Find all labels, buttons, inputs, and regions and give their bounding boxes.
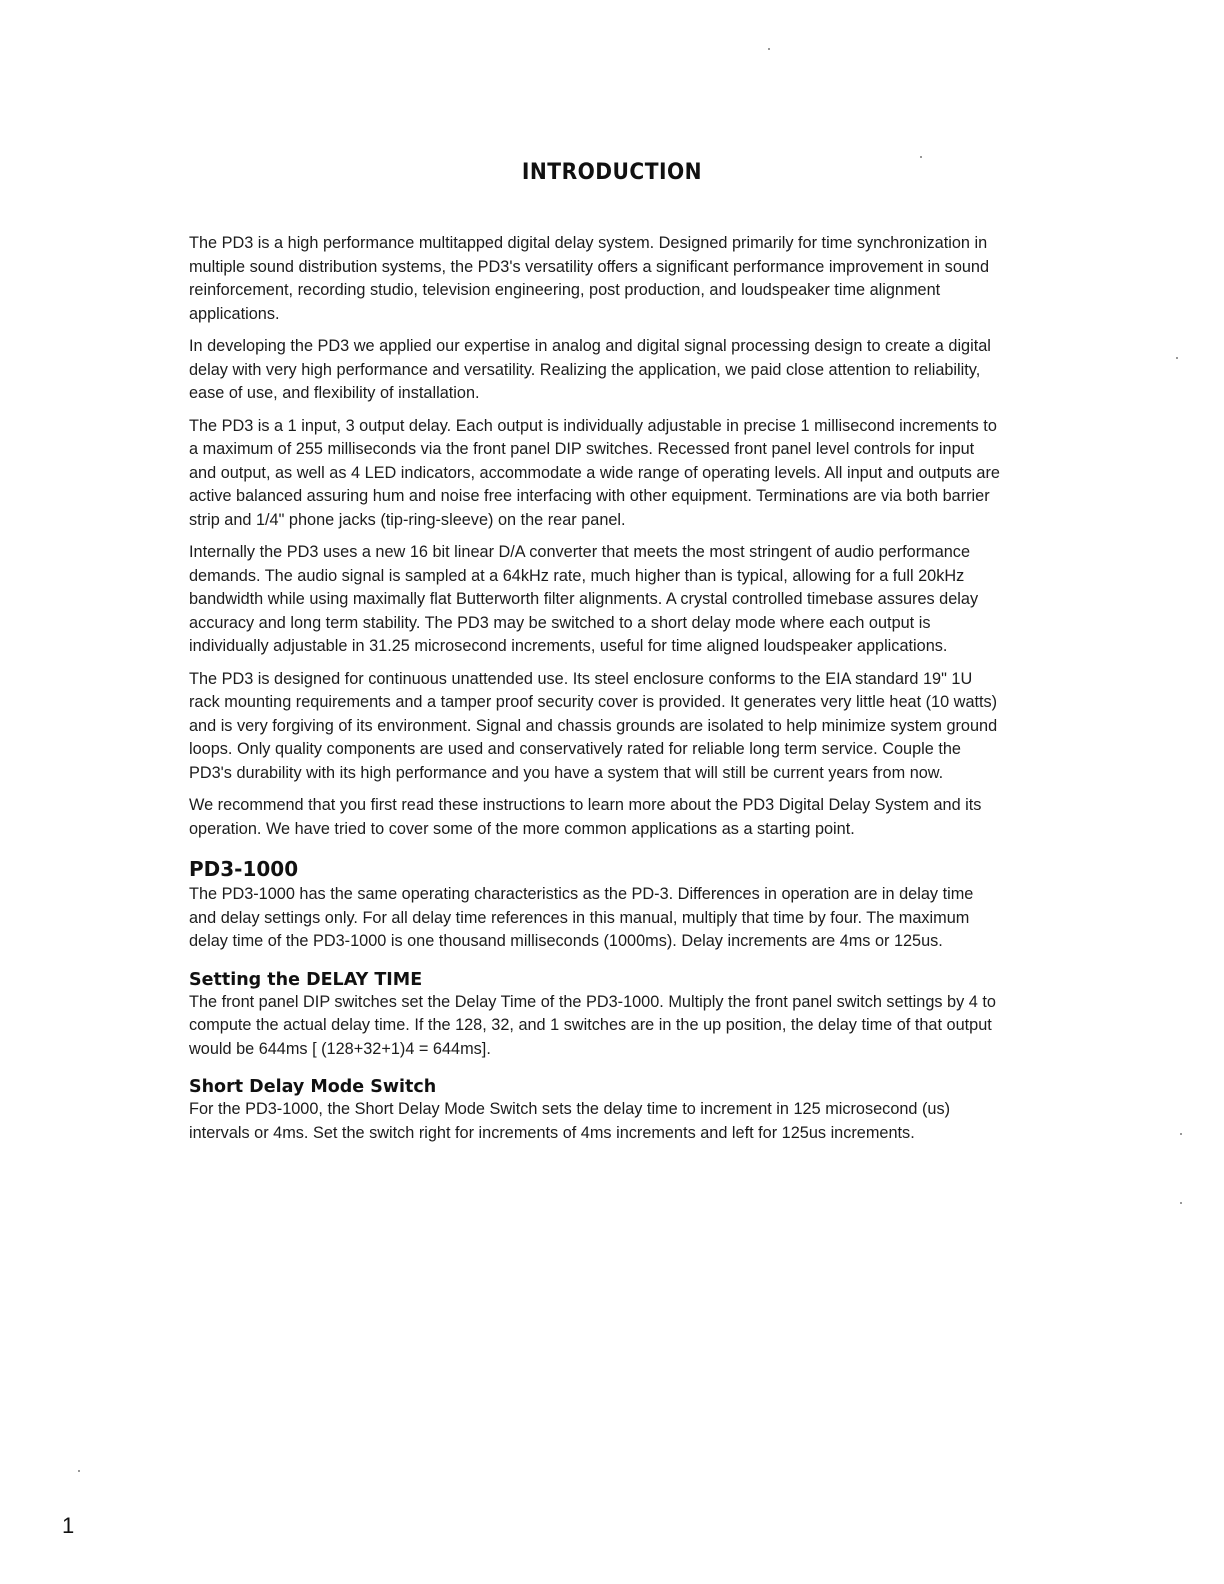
section-heading-short-delay: Short Delay Mode Switch <box>189 1077 437 1097</box>
scan-speck <box>1180 1202 1182 1204</box>
intro-paragraph-2: In developing the PD3 we applied our expertise in analog and digital signal processing design to create a digital delay with very high performance and versatility. Realizing the application, we paid close attention to reliability, ease of use, and flexibility of installation. <box>189 337 991 402</box>
scan-speck <box>920 156 922 158</box>
section-body-delay-time: The front panel DIP switches set the Delay Time of the PD3-1000. Multiply the front panel switch settings by 4 to compute the actual delay time. If the 128, 32, and 1 switches are in the up position, the delay time of that output would be 644ms [ (128+32+1)4 = 644ms]. <box>189 992 996 1058</box>
section-heading-delay-time: Setting the DELAY TIME <box>189 969 423 990</box>
intro-paragraph-3: The PD3 is a 1 input, 3 output delay. Each output is individually adjustable in precise 1 millisecond increments to a maximum of 255 milliseconds via the front panel DIP switches. Recessed front panel level controls for input and output, as well as 4 LED indicators, accommodate a wide range of operating levels. All input and outputs are active balanced assuring hum and noise free interfacing with other equipment. Terminations are via both barrier strip and 1/4" phone jacks (tip-ring-sleeve) on the rear panel. <box>189 416 1000 529</box>
intro-paragraph-6: We recommend that you first read these instructions to learn more about the PD3 Digital Delay System and its operation. We have tried to cover some of the more common applications as a starting point. <box>189 796 982 838</box>
section-body-short-delay: For the PD3-1000, the Short Delay Mode Switch sets the delay time to increment in 125 microsecond (us) intervals or 4ms. Set the switch right for increments of 4ms increments and left for 125us increments. <box>189 1100 951 1142</box>
intro-paragraph-5: The PD3 is designed for continuous unattended use. Its steel enclosure conforms to the EIA standard 19" 1U rack mounting requirements and a tamper proof security cover is provided. It generates very little heat (10 watts) and is very forgiving of its environment. Signal and chassis grounds are isolated to help minimize system ground loops. Only quality components are used and conservatively rated for reliable long term service. Couple the PD3's durability with its high performance and you have a system that will still be current years from now. <box>189 669 998 782</box>
scan-speck <box>78 1470 80 1472</box>
intro-paragraph-1: The PD3 is a high performance multitapped digital delay system. Designed primarily for time synchronization in multiple sound distribution systems, the PD3's versatility offers a significant performance improvement in sound reinforcement, recording studio, television engineering, post production, and loudspeaker time alignment applications. <box>189 234 990 323</box>
page-title: INTRODUCTION <box>521 160 703 185</box>
section-heading-pd3-1000: PD3-1000 <box>189 857 299 881</box>
scan-speck <box>768 48 770 50</box>
scan-speck <box>1176 357 1178 359</box>
section-body-pd3-1000: The PD3-1000 has the same operating characteristics as the PD-3. Differences in operation are in delay time and delay settings only. For all delay time references in this manual, multiply that time by four. The maximum delay time of the PD3-1000 is one thousand milliseconds (1000ms). Delay increments are 4ms or 125us. <box>189 885 974 950</box>
document-body <box>189 232 1004 1154</box>
scan-speck <box>1180 1133 1182 1135</box>
intro-paragraph-4: Internally the PD3 uses a new 16 bit linear D/A converter that meets the most stringent of audio performance demands. The audio signal is sampled at a 64kHz rate, much higher than is typical, allowing for a full 20kHz bandwidth while using maximally flat Butterworth filter alignments. A crystal controlled timebase assures delay accuracy and long term stability. The PD3 may be switched to a short delay mode where each output is individually adjustable in 31.25 microsecond increments, useful for time aligned loudspeaker applications. <box>189 543 979 655</box>
page-number: 1 <box>62 1513 75 1538</box>
